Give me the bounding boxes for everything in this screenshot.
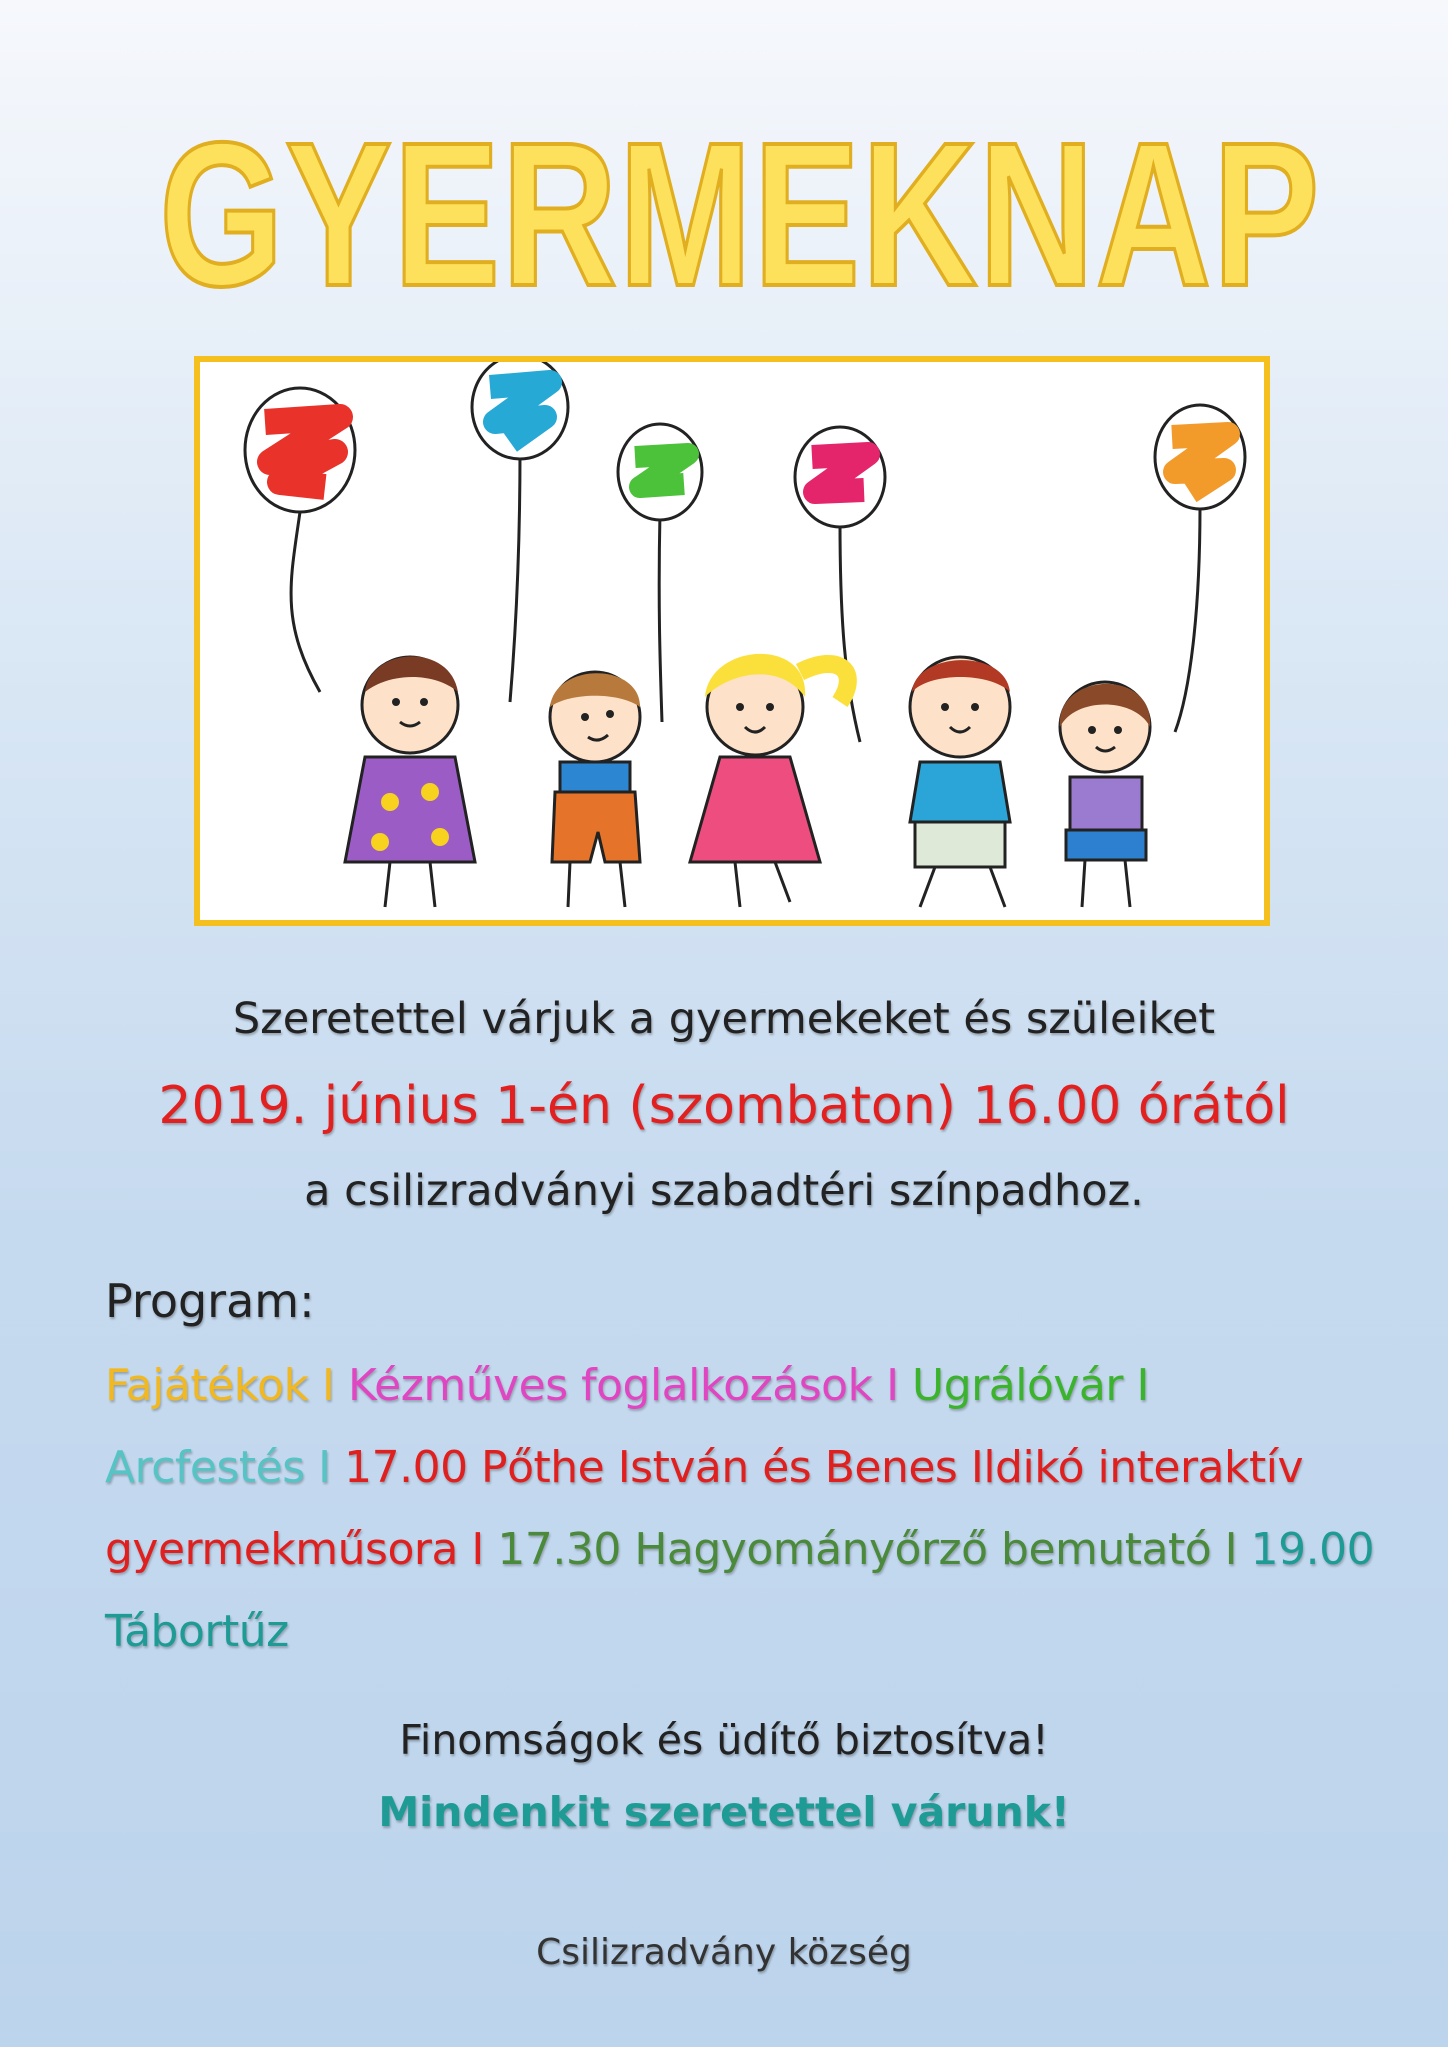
program-item: 19.00 Tábortűz (105, 1524, 1375, 1657)
program-item: Ugrálóvár (912, 1360, 1123, 1411)
program-separator: I (1122, 1360, 1149, 1411)
event-date: 2019. június 1-én (szombaton) 16.00 órától (158, 1076, 1290, 1136)
child-pink-dress (690, 654, 848, 907)
balloon-red (245, 388, 355, 512)
balloon-orange (1155, 405, 1245, 509)
program-item: 17.00 Pőthe István és Benes Ildikó interaktív gyermekműsora (105, 1442, 1303, 1575)
program-separator: I (872, 1360, 913, 1411)
program-item: Fajátékok (105, 1360, 309, 1411)
children-with-balloons-illustration (200, 362, 1264, 920)
invitation-text: Szeretettel várjuk a gyermekeket és szüleiket (232, 994, 1216, 1044)
illustration-frame (194, 356, 1270, 926)
program-item: Kézműves foglalkozások (348, 1360, 873, 1411)
program-separator: I (304, 1442, 345, 1493)
balloon-pink (795, 427, 885, 527)
balloon-blue (472, 362, 568, 459)
event-venue: a csilizradványi szabadtéri színpadhoz. (304, 1166, 1144, 1216)
poster-title: GYERMEKNAP (159, 100, 1321, 329)
program-separator: I (1211, 1524, 1251, 1575)
program-item: Arcfestés (105, 1442, 305, 1493)
balloon-green (618, 424, 702, 520)
child-purple-shirt (1060, 682, 1150, 907)
child-purple-dress (345, 656, 475, 907)
organizer-footer: Csilizradvány község (536, 1932, 912, 1973)
program-list (105, 1345, 1375, 1673)
welcome-note: Mindenkit szeretettel várunk! (378, 1788, 1070, 1836)
program-item: 17.30 Hagyományőrző bemutató (497, 1524, 1212, 1575)
treats-note: Finomságok és üdítő biztosítva! (399, 1716, 1049, 1764)
child-overalls (550, 672, 640, 907)
program-heading: Program: (105, 1274, 315, 1328)
program-separator: I (308, 1360, 349, 1411)
child-blue-shirt (910, 657, 1010, 907)
program-separator: I (457, 1524, 498, 1575)
